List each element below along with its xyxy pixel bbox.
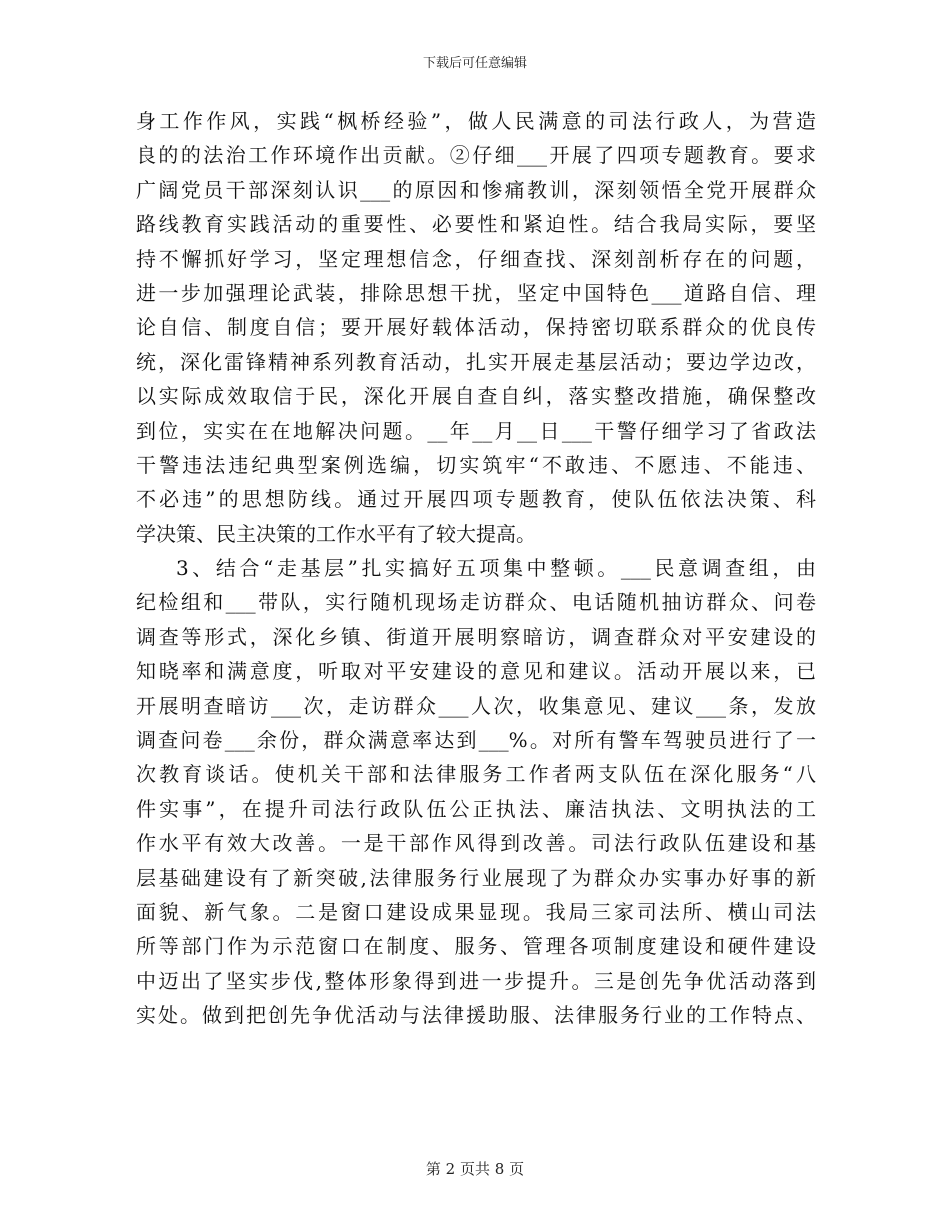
- document-body: [136, 104, 816, 1033]
- page-number: 第 2 页共 8 页: [425, 1160, 525, 1178]
- text-line: 广阔党员干部深刻认识___的原因和惨痛教训，深刻领悟全党开展群众: [136, 177, 816, 202]
- text-line: 以实际成效取信于民，深化开展自查自纠，落实整改措施，确保整改: [136, 384, 816, 409]
- text-line: 实处。做到把创先争优活动与法律援助服、法律服务行业的工作特点、: [136, 1003, 816, 1028]
- text-line: 纪检组和___带队，实行随机现场走访群众、电话随机抽访群众、问卷: [136, 590, 816, 615]
- paragraph-1: [136, 104, 816, 551]
- text-line: 调查等形式，深化乡镇、街道开展明察暗访，调查群众对平安建设的: [136, 624, 816, 649]
- text-line: 不必违”的思想防线。通过开展四项专题教育，使队伍依法决策、科: [136, 487, 816, 512]
- text-line: 开展明查暗访___次，走访群众___人次，收集意见、建议___条，发放: [136, 693, 816, 718]
- text-line: 干警违法违纪典型案例选编，切实筑牢“不敢违、不愿违、不能违、: [136, 452, 816, 477]
- text-line: 调查问卷___余份，群众满意率达到___%。对所有警车驾驶员进行了一: [136, 728, 816, 753]
- text-line: 论自信、制度自信；要开展好载体活动，保持密切联系群众的优良传: [136, 315, 816, 340]
- text-line: 中迈出了坚实步伐,整体形象得到进一步提升。三是创先争优活动落到: [136, 968, 816, 993]
- paragraph-2: [136, 551, 816, 1032]
- text-line: 持不懈抓好学习，坚定理想信念，仔细查找、深刻剖析存在的问题，: [136, 246, 816, 271]
- text-line: 统，深化雷锋精神系列教育活动，扎实开展走基层活动；要边学边改，: [136, 349, 816, 374]
- text-line: 所等部门作为示范窗口在制度、服务、管理各项制度建设和硬件建设: [136, 934, 816, 959]
- text-line: 次教育谈话。使机关干部和法律服务工作者两支队伍在深化服务“八: [136, 762, 816, 787]
- text-line: 进一步加强理论武装，排除思想干扰，坚定中国特色___道路自信、理: [136, 280, 816, 305]
- text-line: 知晓率和满意度，听取对平安建设的意见和建议。活动开展以来，已: [136, 659, 816, 684]
- text-line: 件实事”，在提升司法行政队伍公正执法、廉洁执法、文明执法的工: [136, 796, 816, 821]
- text-line: 层基础建设有了新突破,法律服务行业展现了为群众办实事办好事的新: [136, 865, 816, 890]
- text-line: 身工作作风，实践“枫桥经验”，做人民满意的司法行政人，为营造: [136, 109, 816, 133]
- text-line: 作水平有效大改善。一是干部作风得到改善。司法行政队伍建设和基: [136, 831, 816, 856]
- text-line: 3、结合“走基层”扎实搞好五项集中整顿。___民意调查组，由: [176, 556, 816, 581]
- text-line: 学决策、民主决策的工作水平有了较大提高。: [136, 521, 536, 546]
- page-header-note: 下载后可任意编辑: [422, 56, 527, 71]
- text-line: 路线教育实践活动的重要性、必要性和紧迫性。结合我局实际，要坚: [136, 212, 816, 237]
- text-line: 到位，实实在在地解决问题。__年__月__日___干警仔细学习了省政法: [136, 418, 816, 443]
- text-line: 面貌、新气象。二是窗口建设成果显现。我局三家司法所、横山司法: [136, 899, 816, 924]
- text-line: 良的的法治工作环境作出贡献。②仔细___开展了四项专题教育。要求: [136, 143, 816, 168]
